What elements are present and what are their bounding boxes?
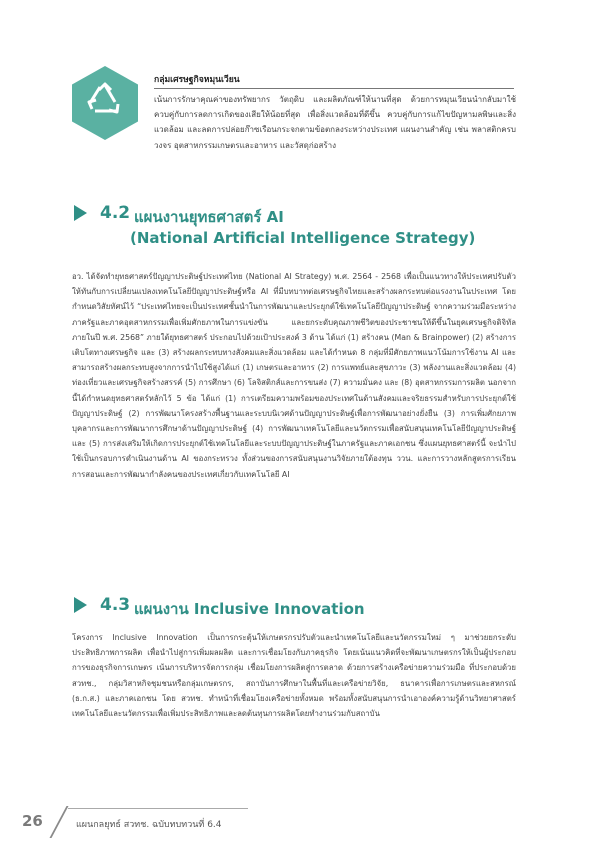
section-arrow-icon: [74, 205, 87, 221]
section-arrow-icon: [74, 597, 87, 613]
section-body: อว. ได้จัดทำยุทธศาสตร์ปัญญาประดิษฐ์ประเทศไทย (National AI Strategy) พ.ศ. 2564 - 2568 เพื่อเป็นแนวทางให้ประเทศปรับตัวให้ทันกับการเปลี่ยนแปลงเทคโนโลยีปัญญาประดิษฐ์หรือ AI ที่มีบทบาทต่อเศรษฐกิจไทยและสร้างผลกระทบต่อแรงงานในประเทศ โดยกำหนดวิสัยทัศน์ไว้ “ประเทศไทยจะเป็นประเทศชั้นนำในการพัฒนาและประยุกต์ใช้เทคโนโลยีปัญญาประดิษฐ์ จากความร่วมมือระหว่างภาครัฐและภาคอุตสาหกรรมเพื่อเพิ่มศักยภาพในการแข่งขัน และยกระดับคุณภาพชีวิตของประชาชนให้ดีขึ้นในยุคเศรษฐกิจดิจิทัล ภายในปี พ.ศ. 2568” ภายใต้ยุทธศาสตร์ ประกอบไปด้วยเป้าประสงค์ 3 ด้าน ได้แก่ (1) สร้างคน (Man & Brainpower) (2) สร้างการเติบโตทางเศรษฐกิจ และ (3) สร้างผลกระทบทางสังคมและสิ่งแวดล้อม และได้กำหนด 8 กลุ่มที่มีศักยภาพแนวโน้มการใช้งาน AI และสามารถสร้างผลกระทบสูงจากการนำไปใช้สูงได้แก่ (1) เกษตรและอาหาร (2) การแพทย์และสุขภาวะ (3) พลังงานและสิ่งแวดล้อม (4) ท่องเที่ยวและเศรษฐกิจสร้างสรรค์ (5) การศึกษา (6) โลจิสติกส์และการขนส่ง (7) ความมั่นคง และ (8) อุตสาหกรรมการผลิต นอกจากนี้ได้กำหนดยุทธศาสตร์หลักไว้ 5 ข้อ ได้แก่ (1) การเตรียมความพร้อมของประเทศในด้านสังคมและจริยธรรมสำหรับการประยุกต์ใช้ปัญญาประดิษฐ์ (2) การพัฒนาโครงสร้างพื้นฐานและระบบนิเวศด้านปัญญาประดิษฐ์เพื่อการพัฒนาอย่างยั่งยืน (3) การเพิ่มศักยภาพบุคลากรและการพัฒนาการศึกษาด้านปัญญาประดิษฐ์ (4) การพัฒนาเทคโนโลยีและนวัตกรรมเพื่อสนับสนุนเทคโนโลยีปัญญาประดิษฐ์ และ (5) การส่งเสริมให้เกิดการประยุกต์ใช้เทคโนโลยีและระบบปัญญาประดิษฐ์ในภาครัฐและภาคเอกชน ซึ่งแผนยุทธศาสตร์นี้ จะนำไปใช้เป็นกรอบการดำเนินงานด้าน AI ของกระทรวง ทั้งส่วนของการสนับสนุนงานวิจัยภายใต้องทุน ววน. และการวางหลักสูตรการเรียนการสอนและการพัฒนากำลังคนของประเทศเกี่ยวกับเทคโนโลยี AI: [72, 272, 517, 479]
recycle-icon: [85, 82, 125, 122]
page-number: 26: [22, 812, 43, 830]
footer-rule: [68, 808, 248, 809]
divider: [154, 88, 514, 89]
section-title: แผนงาน Inclusive Innovation: [134, 600, 365, 618]
section-body: โครงการ Inclusive Innovation เป็นการกระตุ้นให้เกษตรกรปรับตัวและนำเทคโนโลยีและนวัตกรรมใหม่ ๆ มาช่วยยกระดับประสิทธิภาพการผลิต เพื่อนำไปสู่การเพิ่มผลผลิต และการเชื่อมโยงกับภาคธุรกิจ โดยเน้นแนวคิดที่จะพัฒนาเกษตรกรให้เป็นผู้ประกอบการของธุรกิจการเกษตร เน้นการบริหารจัดการกลุ่ม เชื่อมโยงการผลิตสู่การตลาด ด้วยการสร้างเครือข่ายความร่วมมือ ที่ประกอบด้วย สวทช., กลุ่มวิสาหกิจชุมชนหรือกลุ่มเกษตรกร, สถาบันการศึกษาในพื้นที่และเครือข่ายวิจัย, ธนาคารเพื่อการเกษตรและสหกรณ์ (ธ.ก.ส.) และภาคเอกชน โดย สวทช. ทำหน้าที่เชื่อมโยงเครือข่ายทั้งหมด พร้อมทั้งสนับสนุนการนำเอาองค์ความรู้ด้านวิทยาศาสตร์ เทคโนโลยีและนวัตกรรมเพื่อเพิ่มประสิทธิภาพและลดต้นทุนการผลิตโดยทำงานร่วมกับสถาบัน: [72, 633, 516, 719]
section-subtitle: (National Artificial Intelligence Strategy): [130, 229, 476, 247]
section-number: 4.3: [100, 595, 131, 615]
section-title: แผนงานยุทธศาสตร์ AI: [134, 208, 284, 226]
footer-divider: [49, 806, 68, 838]
box-title: กลุ่มเศรษฐกิจหมุนเวียน: [154, 75, 240, 85]
recycle-badge: [72, 66, 138, 140]
box-text: เน้นการรักษาคุณค่าของทรัพยากร วัตถุดิบ และผลิตภัณฑ์ให้นานที่สุด ด้วยการหมุนเวียนนำกลับมาใช้ ควบคู่กับการลดการเกิดของเสียให้น้อยที่สุด เพื่อสิ่งแวดล้อมที่ดีขึ้น ควบคู่กับการแก้ไขปัญหามลพิษและสิ่งแวดล้อม และลดการปล่อยก๊าซเรือนกระจกตามข้อตกลงระหว่างประเทศ แผนงานสำคัญ เช่น พลาสติกครบวงจร อุตสาหกรรมเกษตรและอาหาร และวัสดุก่อสร้าง: [154, 95, 516, 150]
footer-text: แผนกลยุทธ์ สวทช. ฉบับทบทวนที่ 6.4: [76, 820, 222, 830]
section-number: 4.2: [100, 203, 131, 223]
